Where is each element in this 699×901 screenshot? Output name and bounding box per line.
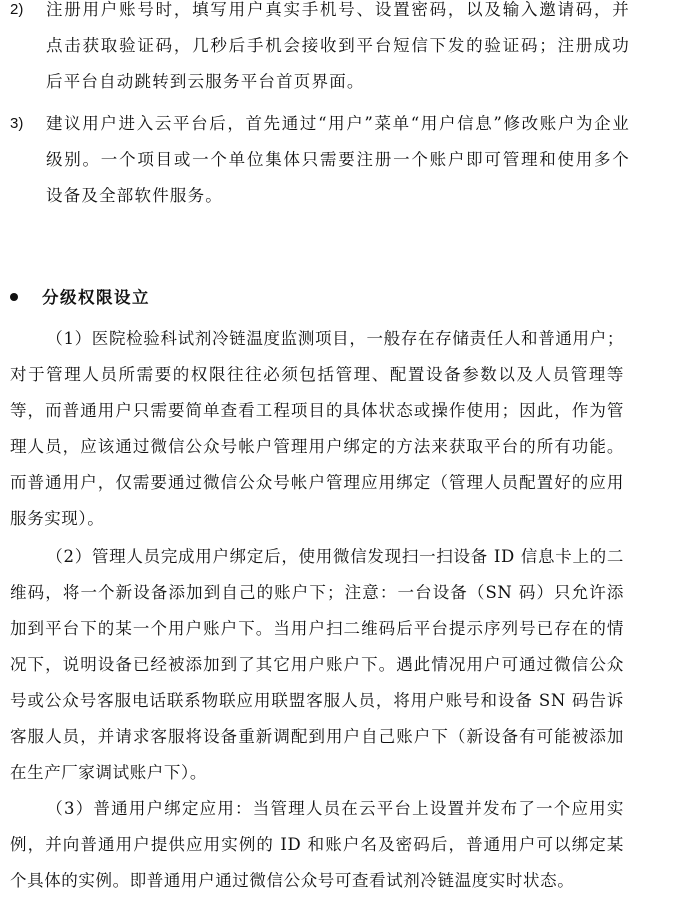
paragraph-2: （2）管理人员完成用户绑定后，使用微信发现扫一扫设备 ID 信息卡上的二维码，将一个新设备添加到自己的账户下；注意：一台设备（SN 码）只允许添加到平台下的某一个用户账户下。当用户扫二维码后平台提示序列号已存在的情况下，说明设备已经被添加到了其它用户账户下。遇此情况用户可通过微信公众号或公众号客服电话联系物联应用联盟客服人员，将用户账号和设备 SN 码告诉客服人员，并请求客服将设备重新调配到用户自己账户下（新设备有可能被添加在生产厂家调试账户下）。: [10, 547, 624, 782]
section-title: 分级权限设立: [42, 288, 150, 307]
list-item-3: [10, 106, 630, 214]
paragraph-3: （3）普通用户绑定应用：当管理人员在云平台上设置并发布了一个应用实例，并向普通用户提供应用实例的 ID 和账户名及密码后，普通用户可以绑定某个具体的实例。即普通用户通过微信公众号可查看试剂冷链温度实时状态。: [10, 799, 624, 890]
section-heading: [10, 282, 150, 314]
list-item-2: [10, 0, 630, 100]
list-number: 3): [10, 115, 24, 132]
paragraph-1: （1）医院检验科试剂冷链温度监测项目，一般存在存储责任人和普通用户；对于管理人员所需要的权限往往必须包括管理、配置设备参数以及人员管理等等，而普通用户只需要简单查看工程项目的具体状态或操作使用；因此，作为管理人员，应该通过微信公众号帐户管理用户绑定的方法来获取平台的所有功能。而普通用户，仅需要通过微信公众号帐户管理应用绑定（管理人员配置好的应用服务实现）。: [10, 329, 624, 528]
list-text: 建议用户进入云平台后，首先通过“用户”菜单“用户信息”修改账户为企业级别。一个项目或一个单位集体只需要注册一个账户即可管理和使用多个设备及全部软件服务。: [46, 114, 630, 205]
list-number: 2): [10, 1, 24, 18]
bullet-icon: [10, 293, 18, 301]
list-text: 注册用户账号时，填写用户真实手机号、设置密码，以及输入邀请码，并点击获取验证码，几秒后手机会接收到平台短信下发的验证码；注册成功后平台自动跳转到云服务平台首页界面。: [46, 0, 630, 91]
